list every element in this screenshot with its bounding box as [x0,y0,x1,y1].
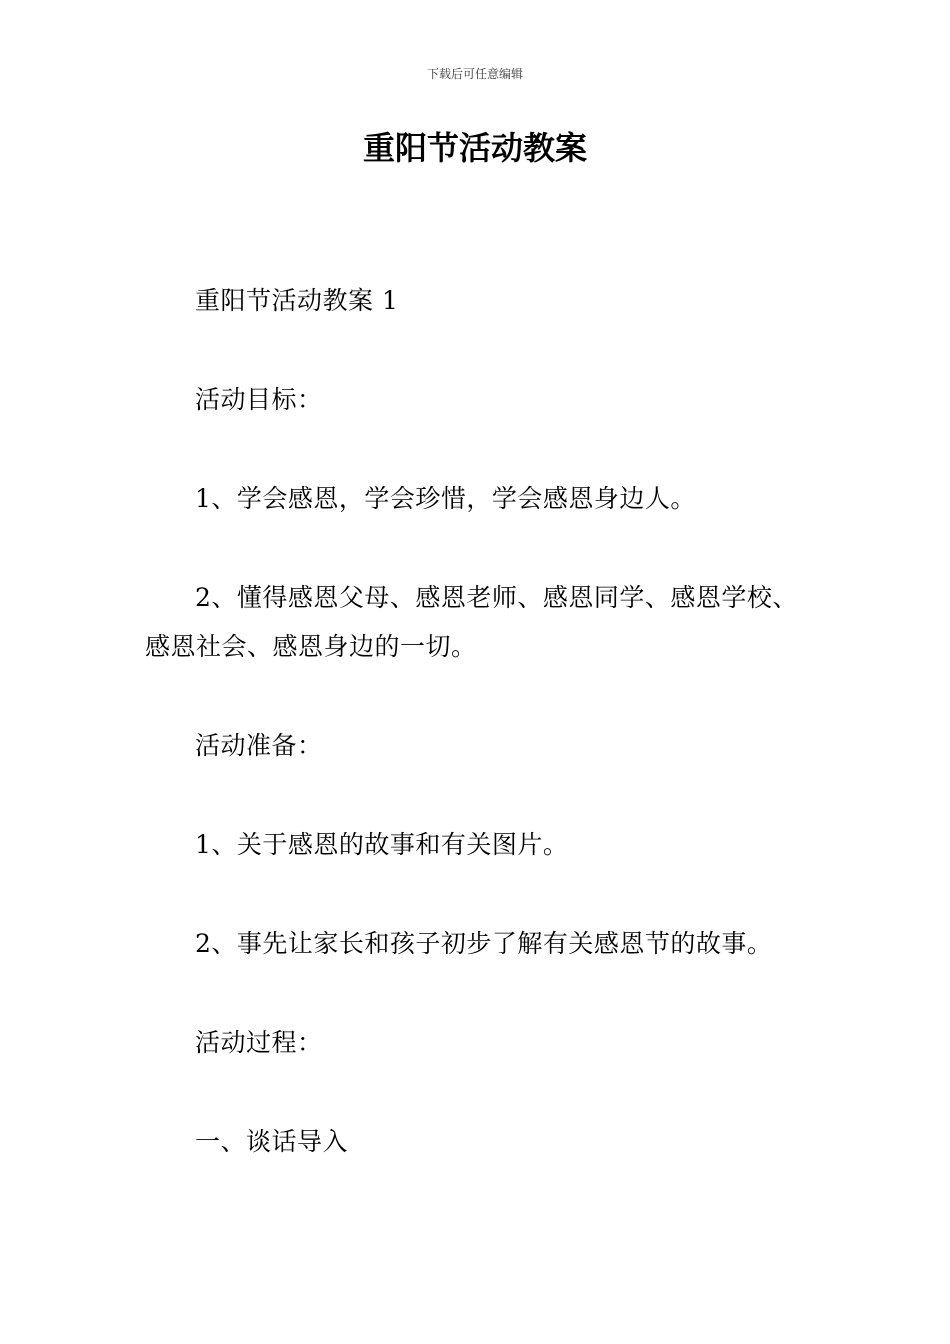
document-body [145,276,810,1166]
paragraph: 1、学会感恩，学会珍惜，学会感恩身边人。 [195,484,696,513]
paragraph: 活动过程： [195,1028,323,1057]
paragraph: 1、关于感恩的故事和有关图片。 [195,830,569,859]
section-heading: 重阳节活动教案 1 [195,286,399,315]
paragraph: 活动准备： [195,731,323,760]
paragraph: 2、事先让家长和孩子初步了解有关感恩节的故事。 [195,929,773,958]
document-title: 重阳节活动教案 [362,129,587,167]
paragraph: 一、谈话导入 [195,1127,349,1156]
header-note: 下载后可任意编辑 [426,67,523,81]
paragraph: 活动目标： [195,385,323,414]
paragraph: 2、懂得感恩父母、感恩老师、感恩同学、感恩学校、感恩社会、感恩身边的一切。 [145,583,798,661]
